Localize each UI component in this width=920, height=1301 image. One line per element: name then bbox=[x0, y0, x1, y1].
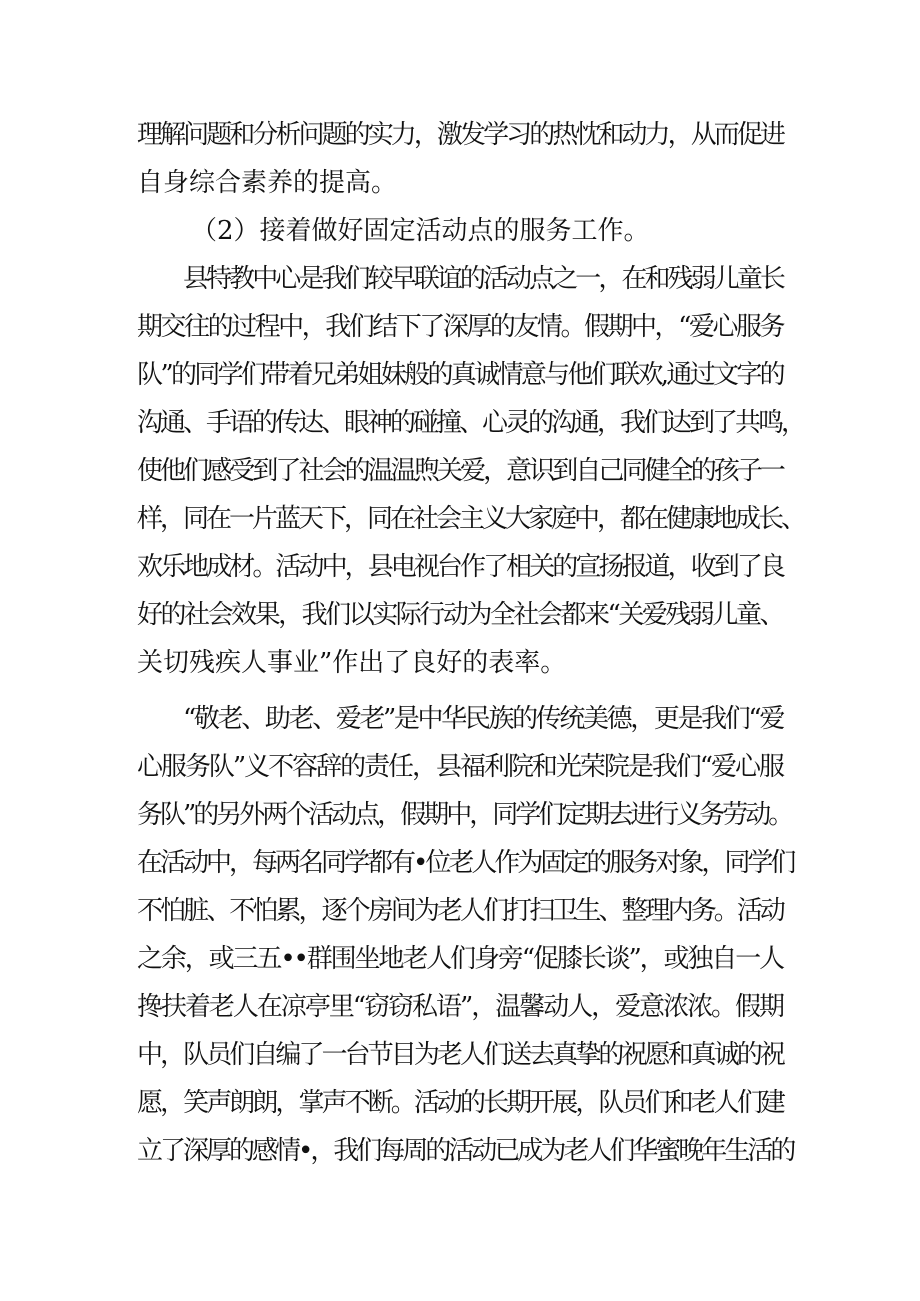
text-line: 县特教中心是我们较早联谊的活动点之一，在和残弱儿童长 bbox=[183, 264, 783, 294]
paragraph-heading: （2）接着做好固定活动点的服务工作。 bbox=[191, 216, 650, 246]
text-line: 关切残疾人事业”作出了良好的表率。 bbox=[137, 648, 567, 678]
text-line: 欢乐地成材。活动中，县电视台作了相关的宣扬报道，收到了良 bbox=[137, 552, 783, 582]
text-line: 务队”的另外两个活动点，假期中，同学们定期去进行义务劳动。 bbox=[137, 800, 792, 830]
text-line: 自身综合素养的提高。 bbox=[137, 168, 398, 198]
text-line: 使他们感受到了社会的温温煦关爱，意识到自己同健全的孩子一 bbox=[137, 456, 783, 486]
text-line: 理解问题和分析问题的实力，激发学习的热忱和动力，从而促进 bbox=[137, 120, 783, 150]
text-line: 好的社会效果，我们以实际行动为全社会都来“关爱残弱儿童、 bbox=[137, 600, 783, 630]
text-line: 搀扶着老人在凉亭里“窃窃私语”，温馨动人，爱意浓浓。假期 bbox=[137, 992, 783, 1022]
text-line: 不怕脏、不怕累，逐个房间为老人们打扫卫生、整理内务。活动 bbox=[137, 896, 783, 926]
text-line: 沟通、手语的传达、眼神的碰撞、心灵的沟通，我们达到了共鸣， bbox=[137, 408, 805, 438]
text-line: 中，队员们自编了一台节目为老人们送去真挚的祝愿和真诚的祝 bbox=[137, 1040, 783, 1070]
text-line: 之余，或三五••群围坐地老人们身旁“促膝长谈”，或独自一人 bbox=[137, 944, 783, 974]
text-line: 立了深厚的感情•，我们每周的活动已成为老人们华蜜晚年生活的 bbox=[137, 1136, 794, 1166]
text-line: 心服务队”义不容辞的责任，县福利院和光荣院是我们“爱心服 bbox=[137, 752, 783, 782]
text-line: 队”的同学们带着兄弟姐妹般的真诚情意与他们联欢,通过文字的 bbox=[137, 360, 783, 390]
text-line: “敬老、助老、爱老”是中华民族的传统美德，更是我们“爱 bbox=[183, 704, 783, 734]
text-line: 在活动中，每两名同学都有•位老人作为固定的服务对象，同学们 bbox=[137, 848, 794, 878]
text-line: 愿，笑声朗朗，掌声不断。活动的长期开展，队员们和老人们建 bbox=[137, 1088, 783, 1118]
text-line: 期交往的过程中，我们结下了深厚的友情。假期中，“爱心服务 bbox=[137, 312, 783, 342]
text-line: 样，同在一片蓝天下，同在社会主义大家庭中，都在健康地成长、 bbox=[137, 504, 805, 534]
